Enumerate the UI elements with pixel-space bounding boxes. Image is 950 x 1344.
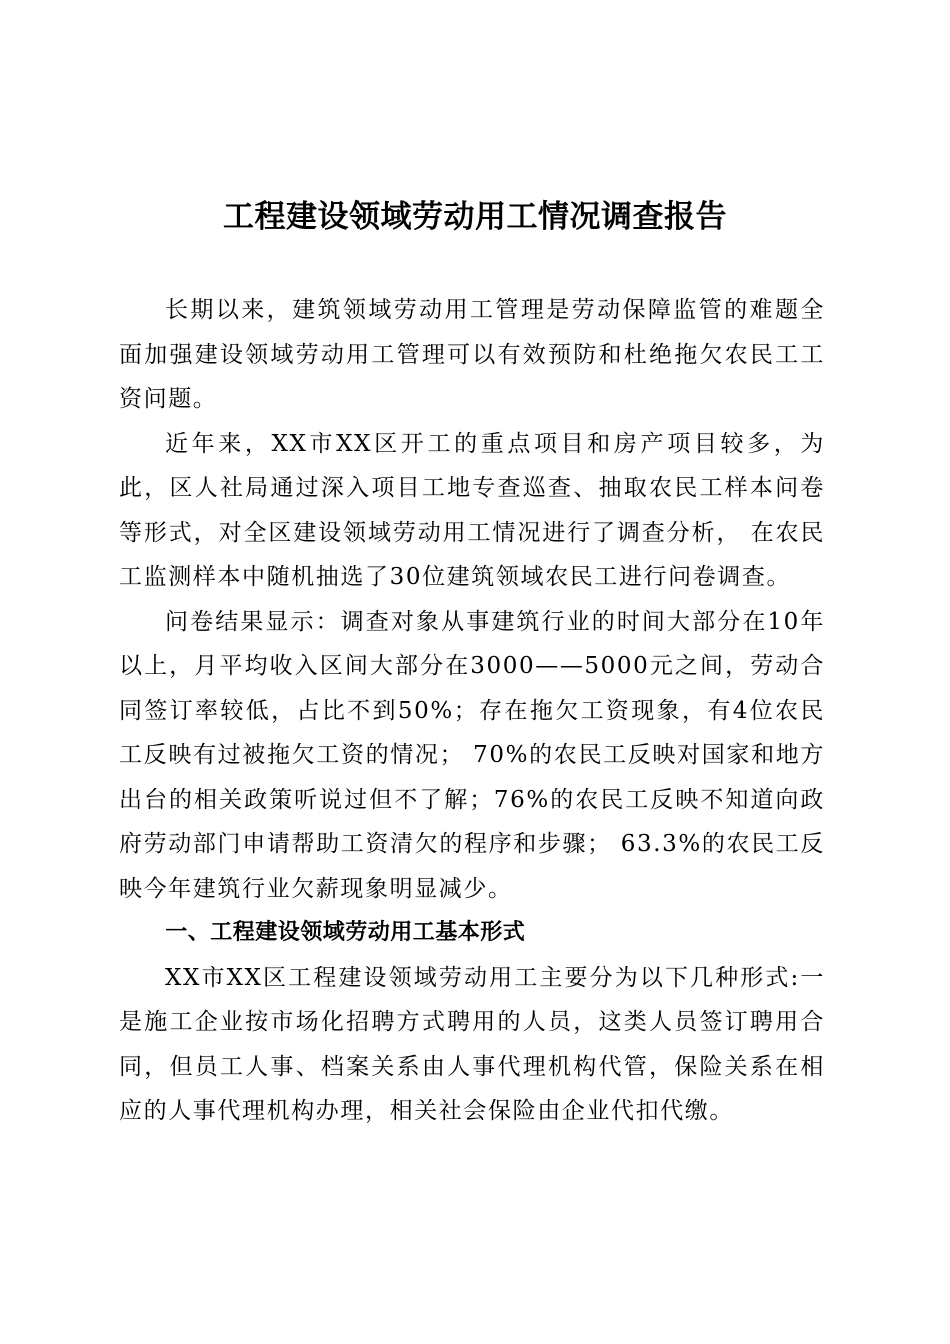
paragraph-intro: 长期以来，建筑领域劳动用工管理是劳动保障监管的难题全面加强建设领域劳动用工管理可以有效预防和杜绝拖欠农民工工资问题。: [119, 297, 825, 412]
document-body: [119, 288, 825, 1134]
paragraph-survey-results: 问卷结果显示：调查对象从事建筑行业的时间大部分在10年以上，月平均收入区间大部分在3000——5000元之间，劳动合同签订率较低，占比不到50%；存在拖欠工资现象，有4位农民工反映有过被拖欠工资的情况； 70%的农民工反映对国家和地方出台的相关政策听说过但不了解；76%的农民工反映不知道向政府劳动部门申请帮助工资清欠的程序和步骤； 63.3%的农民工反映今年建筑行业欠薪现象明显减少。: [119, 608, 825, 902]
paragraph-employment-forms: XX市XX区工程建设领域劳动用工主要分为以下几种形式:一是施工企业按市场化招聘方式聘用的人员，这类人员签订聘用合同，但员工人事、档案关系由人事代理机构代管，保险关系在相应的人事代理机构办理，相关社会保险由企业代扣代缴。: [119, 964, 825, 1124]
paragraph-background: 近年来，XX市XX区开工的重点项目和房产项目较多，为此，区人社局通过深入项目工地专查巡查、抽取农民工样本问卷等形式，对全区建设领域劳动用工情况进行了调查分析， 在农民工监测样本中随机抽选了30位建筑领域农民工进行问卷调查。: [119, 430, 825, 590]
document-title: 工程建设领域劳动用工情况调查报告: [223, 199, 727, 235]
section-heading-1: 一、工程建设领域劳动用工基本形式: [165, 920, 526, 945]
